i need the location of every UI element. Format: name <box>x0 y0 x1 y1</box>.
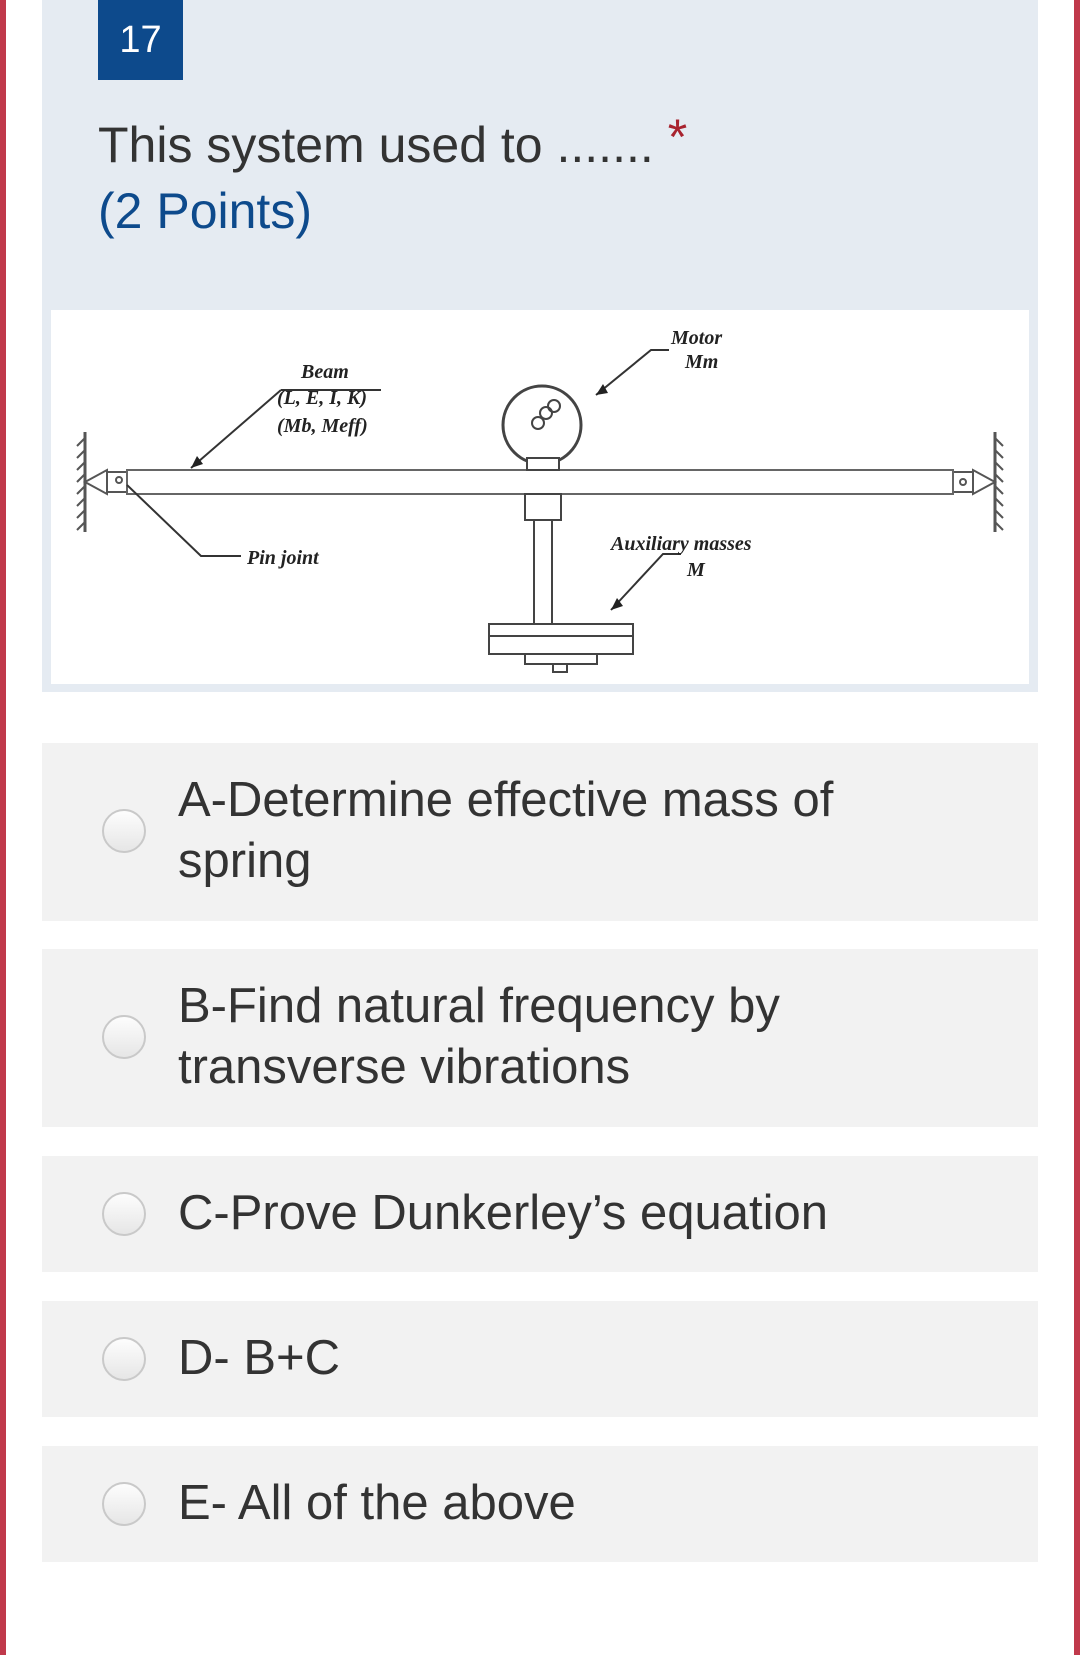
question-text: This system used to ....... <box>98 117 654 173</box>
motor-symbol-label: Mm <box>685 351 719 373</box>
option-c-label: C-Prove Dunkerley’s equation <box>178 1186 829 1240</box>
option-b-label: B-Find natural frequency by transverse vibrations <box>178 979 780 1094</box>
option-d[interactable] <box>42 1301 1038 1417</box>
question-card <box>42 0 1038 692</box>
question-points: (2 Points) <box>98 183 312 239</box>
beam-params-label: (L, E, I, K) <box>277 387 367 409</box>
auxiliary-mass-symbol-label: M <box>687 559 705 581</box>
question-title <box>98 109 998 244</box>
option-a[interactable] <box>42 743 1038 921</box>
question-number-badge: 17 <box>98 0 183 80</box>
left-frame-border <box>0 0 6 1655</box>
auxiliary-masses-label: Auxiliary masses <box>611 533 752 555</box>
option-b-radio[interactable] <box>102 1015 146 1059</box>
option-a-label: A-Determine effective mass of spring <box>178 773 834 888</box>
option-e-radio[interactable] <box>102 1482 146 1526</box>
option-b[interactable] <box>42 949 1038 1127</box>
option-d-radio[interactable] <box>102 1337 146 1381</box>
option-a-radio[interactable] <box>102 809 146 853</box>
motor-label: Motor <box>671 327 723 349</box>
option-c[interactable] <box>42 1156 1038 1272</box>
option-c-radio[interactable] <box>102 1192 146 1236</box>
beam-diagram <box>51 310 1029 684</box>
option-e-label: E- All of the above <box>178 1476 576 1530</box>
right-frame-border <box>1074 0 1080 1655</box>
required-star: * <box>667 109 688 165</box>
pin-joint-label: Pin joint <box>247 547 319 569</box>
beam-label: Beam <box>301 361 349 383</box>
beam-masses-label: (Mb, Meff) <box>277 415 368 437</box>
option-e[interactable] <box>42 1446 1038 1562</box>
option-d-label: D- B+C <box>178 1331 341 1385</box>
